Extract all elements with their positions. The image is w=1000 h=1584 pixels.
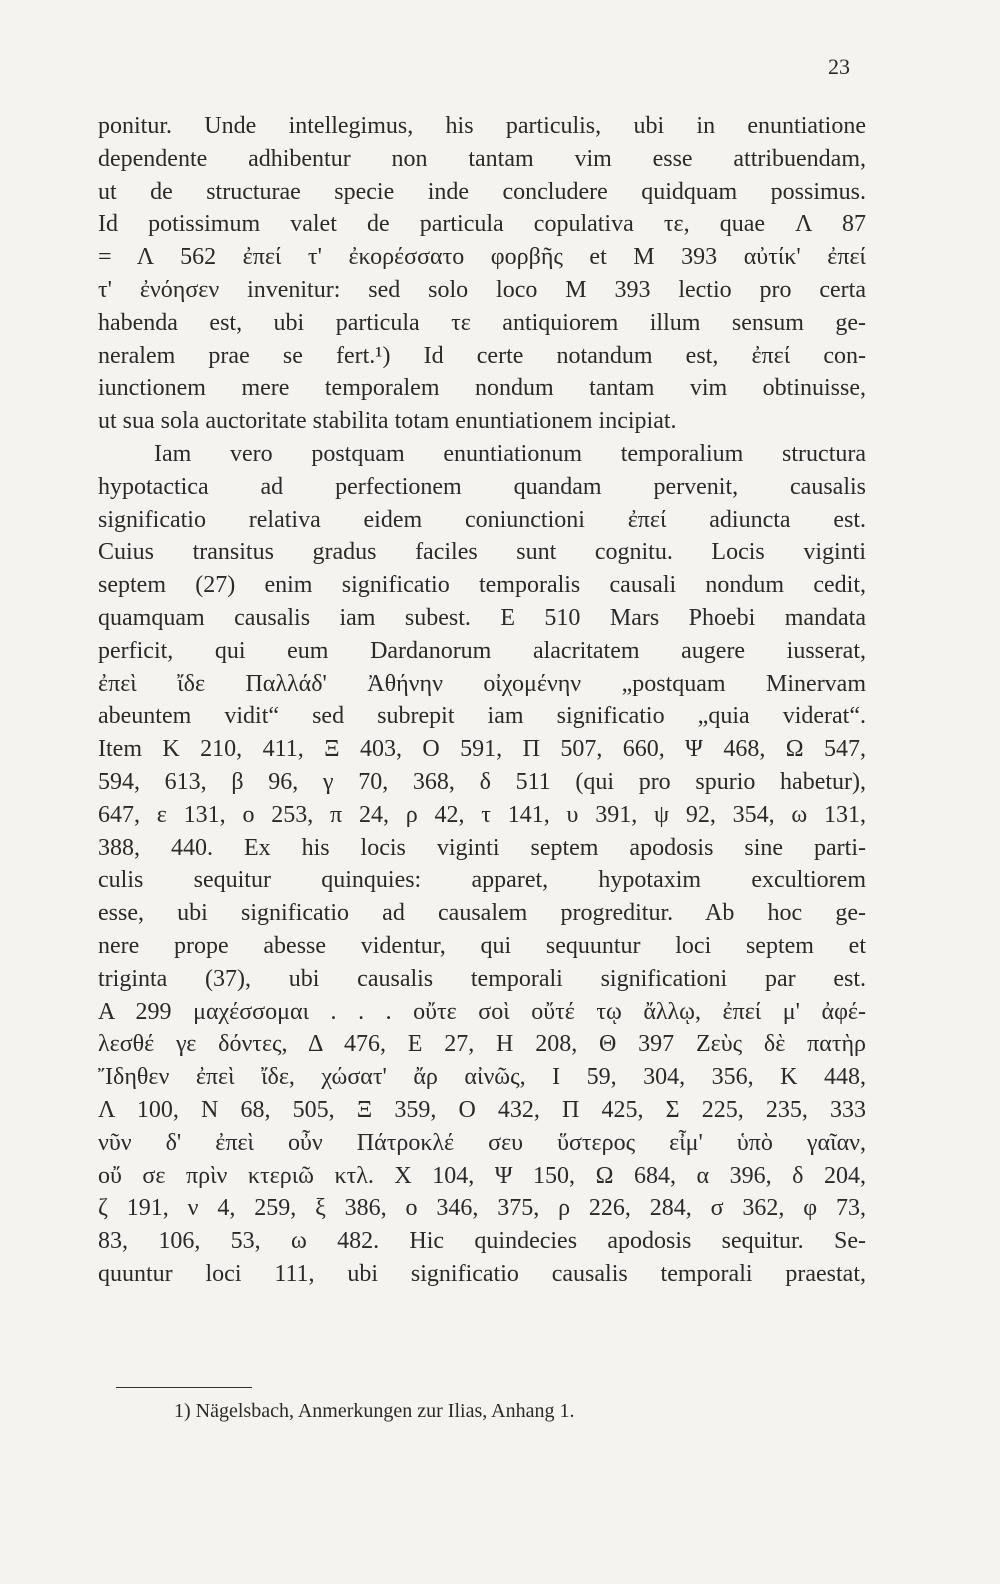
text-line: abeuntem vidit“ sed subrepit iam significatio „quia viderat“.: [98, 703, 866, 730]
text-line: τ' ἐνόησεν invenitur: sed solo loco M 393 lectio pro certa: [98, 276, 866, 303]
text-line: ut sua sola auctoritate stabilita totam enuntiationem incipiat.: [98, 408, 677, 435]
footnote-divider: [116, 1387, 252, 1388]
text-line: Iam vero postquam enuntiationum temporalium structura: [154, 440, 866, 467]
text-line: Item K 210, 411, Ξ 403, O 591, Π 507, 660, Ψ 468, Ω 547,: [98, 736, 866, 763]
text-line: λεσθέ γε δόντες, Δ 476, E 27, H 208, Θ 397 Ζεὺς δὲ πατὴρ: [98, 1031, 866, 1058]
text-line: Cuius transitus gradus faciles sunt cognitu. Locis viginti: [98, 539, 866, 566]
text-line: iunctionem mere temporalem nondum tantam vim obtinuisse,: [98, 375, 866, 402]
text-line: 388, 440. Ex his locis viginti septem apodosis sine parti-: [98, 834, 866, 861]
text-line: quamquam causalis iam subest. E 510 Mars Phoebi mandata: [98, 604, 866, 631]
text-line: = Λ 562 ἐπεί τ' ἐκορέσσατο φορβῆς et M 393 αὐτίκ' ἐπεί: [98, 244, 866, 271]
text-line: 83, 106, 53, ω 482. Hic quindecies apodosis sequitur. Se-: [98, 1228, 866, 1255]
text-line: quuntur loci 111, ubi significatio causalis temporali praestat,: [98, 1260, 866, 1287]
text-line: Ἴδηθεν ἐπεὶ ἴδε, χώσατ' ἄρ αἰνῶς, I 59, 304, 356, K 448,: [98, 1064, 866, 1091]
text-line: ut de structurae specie inde concludere quidquam possimus.: [98, 178, 866, 205]
text-line: triginta (37), ubi causalis temporali significationi par est.: [98, 965, 866, 992]
text-line: ἐπεὶ ἴδε Παλλάδ' Ἀθήνην οἰχομένην „postquam Minervam: [98, 670, 866, 697]
text-line: ponitur. Unde intellegimus, his particulis, ubi in enuntiatione: [98, 113, 866, 139]
text-line: perficit, qui eum Dardanorum alacritatem augere iusserat,: [98, 637, 866, 664]
text-line: hypotactica ad perfectionem quandam pervenit, causalis: [98, 473, 866, 500]
text-line: 594, 613, β 96, γ 70, 368, δ 511 (qui pro spurio habetur),: [98, 768, 866, 795]
text-line: culis sequitur quinquies: apparet, hypotaxim excultiorem: [98, 867, 866, 894]
text-line: Λ 100, N 68, 505, Ξ 359, O 432, Π 425, Σ 225, 235, 333: [98, 1096, 866, 1123]
text-line: νῦν δ' ἐπεὶ οὖν Πάτροκλέ σευ ὕστερος εἶμ' ὑπὸ γαῖαν,: [98, 1129, 866, 1156]
page-number: 23: [828, 54, 850, 79]
text-line: esse, ubi significatio ad causalem progreditur. Ab hoc ge-: [98, 900, 866, 927]
text-line: dependente adhibentur non tantam vim esse attribuendam,: [98, 145, 866, 172]
text-line: οὔ σε πρὶν κτεριῶ κτλ. X 104, Ψ 150, Ω 684, α 396, δ 204,: [98, 1162, 866, 1189]
text-line: significatio relativa eidem coniunctioni ἐπεί adiuncta est.: [98, 506, 866, 533]
body-text: [98, 110, 866, 1291]
text-line: septem (27) enim significatio temporalis causali nondum cedit,: [98, 572, 866, 599]
text-line: nere prope abesse videntur, qui sequuntur loci septem et: [98, 932, 866, 959]
text-line: habenda est, ubi particula τε antiquiorem illum sensum ge-: [98, 309, 866, 336]
text-line: neralem prae se fert.¹) Id certe notandum est, ἐπεί con-: [98, 342, 866, 369]
text-line: Id potissimum valet de particula copulativa τε, quae Λ 87: [98, 211, 866, 238]
text-line: 647, ε 131, ο 253, π 24, ρ 42, τ 141, υ 391, ψ 92, 354, ω 131,: [98, 801, 866, 828]
footnote: 1) Nägelsbach, Anmerkungen zur Ilias, Anhang 1.: [174, 1400, 575, 1422]
text-line: Α 299 μαχέσσομαι . . . οὔτε σοὶ οὔτέ τῳ ἄλλῳ, ἐπεί μ' ἀφέ-: [98, 998, 866, 1025]
text-line: ζ 191, ν 4, 259, ξ 386, ο 346, 375, ρ 226, 284, σ 362, φ 73,: [98, 1195, 866, 1222]
